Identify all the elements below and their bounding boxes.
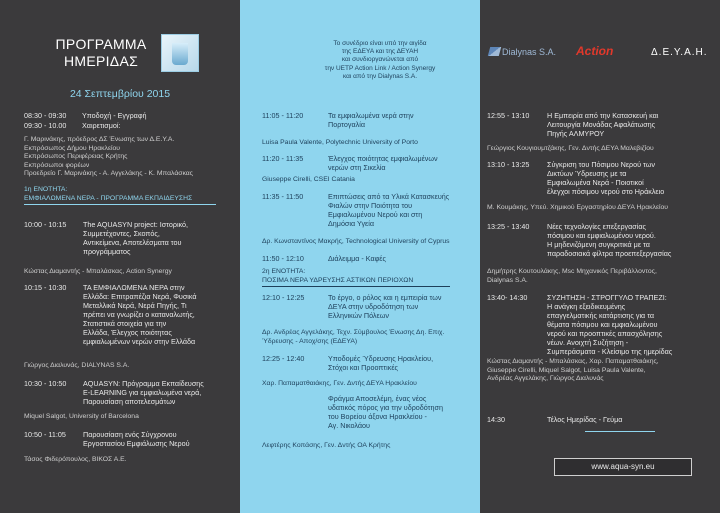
dialynas-logo: Dialynas S.A. bbox=[489, 47, 556, 57]
row-description: Υποδοχή - Εγγραφή bbox=[82, 111, 147, 120]
row-time: 10:00 - 10:15 bbox=[24, 220, 67, 229]
aquasyn-logo-icon bbox=[161, 34, 199, 72]
row-description: ΣΥΖΗΤΗΣΗ - ΣΤΡΟΓΓΥΛΟ ΤΡΑΠΕΖΙ: Η ανάγκη εξειδικευμένης επαγγελματικής κατάρτισης για τα θέματα πόσιμου και εμφιαλωμένου νερού και προοπτικές απασχόλησης νέων. Ανοιχτή Συζήτηση - Συμπεράσματα - Κλείσιμο της ημερίδας bbox=[547, 293, 673, 356]
row-time: 11:05 - 11:20 bbox=[262, 111, 304, 120]
section-heading-2 bbox=[262, 268, 476, 285]
speaker: Δημήτρης Κουτουλάκης, Msc Μηχανικός Περιβάλλοντος, Dialynas S.A. bbox=[487, 268, 657, 284]
row-time: 09:30 - 10.00 bbox=[24, 121, 67, 130]
speaker: Κώστας Διαμαντής - Μπαλάσκας, Action Synergy bbox=[24, 268, 172, 275]
speaker: Giuseppe Cirelli, CSEI Catania bbox=[262, 176, 355, 183]
row-description: ΤΑ ΕΜΦΙΑΛΩΜΕΝΑ ΝΕΡΑ στην Ελλάδα: Επιτραπέζια Νερά, Φυσικά Μεταλλικά Νερά, Νερά Πηγής, Τι πρέπει να γνωρίζει ο καταναλωτής, Στατιστικά στοιχεία για την Ελλάδα, Έλεγχος ποιότητας εμφιαλωμένων νερών στην Ελλάδα bbox=[83, 283, 197, 346]
greeting-item: Εκπρόσωποι φορέων bbox=[24, 161, 90, 169]
greeting-item: Εκπρόσωπος Περιφέρειας Κρήτης bbox=[24, 153, 128, 160]
website-link[interactable]: www.aqua-syn.eu bbox=[554, 458, 692, 476]
dialynas-mark-icon bbox=[488, 47, 501, 56]
speaker: Κώστας Διαμαντής - Μπαλάσκας, Χαρ. Παπαματθαιάκης, Giuseppe Cirelli, Miquel Salgot, Luisa Paula Valente, Ανδρέας Αγγελάκης, Γιώργος Διαλυνάς bbox=[487, 358, 659, 382]
section-heading-1 bbox=[24, 186, 238, 203]
row-description: Τα εμφιαλωμένα νερά στην Πορτογαλία bbox=[328, 111, 414, 129]
row-description: Το έργο, ο ρόλος και η εμπειρία των ΔΕΥΑ στην υδροδότηση των Ελληνικών Πόλεων bbox=[328, 293, 442, 320]
row-description: Τέλος Ημερίδας - Γεύμα bbox=[547, 415, 623, 424]
row-description: Έλεγχος ποιότητας εμφιαλωμένων νερών στη Σικελία bbox=[328, 154, 438, 172]
program-title bbox=[43, 36, 159, 70]
row-time: 13:25 - 13:40 bbox=[487, 222, 530, 231]
row-time: 13:10 - 13:25 bbox=[487, 160, 530, 169]
title-line-1: ΠΡΟΓΡΑΜΜΑ bbox=[55, 36, 147, 52]
greeting-item: Προεδρείο Γ. Μαρινάκης - Α. Αγγελάκης - Κ. Μπαλάσκας bbox=[24, 170, 193, 177]
row-description: Διάλειμμα - Καφές bbox=[328, 254, 386, 263]
speaker: Luisa Paula Valente, Polytechnic University of Porto bbox=[262, 139, 418, 146]
middle-column bbox=[240, 0, 480, 513]
row-time: 12:55 - 13:10 bbox=[487, 111, 530, 120]
row-description: Παρουσίαση ενός Σύγχρονου Εργοστασίου Εμφιάλωσης Νερού bbox=[83, 430, 190, 448]
section-title: ΕΜΦΙΑΛΩΜΕΝΑ ΝΕΡΑ - ΠΡΟΓΡΑΜΜΑ ΕΚΠΑΙΔΕΥΣΗΣ bbox=[24, 194, 193, 202]
speaker: Δρ. Ανδρέας Αγγελάκης, Τεχν. Σύμβουλος Ένωσης Δη. Επιχ. Ύδρευσης - Αποχ/σης (ΕΔΕΥΑ) bbox=[262, 329, 445, 345]
row-description: The AQUASYN project: Ιστορικό, Συμμετέχοντες, Σκοπός, Αντικείμενα, Αποτελέσματα του προγράμματος bbox=[83, 220, 189, 256]
speaker: Τάσος Φιδερόπουλος, ΒΙΚΟΣ Α.Ε. bbox=[24, 456, 127, 463]
row-time: 11:20 - 11:35 bbox=[262, 154, 304, 163]
section-number: 1η ΕΝΟΤΗΤΑ: bbox=[24, 186, 68, 193]
left-column bbox=[0, 0, 240, 513]
row-time: 13:40- 14:30 bbox=[487, 293, 528, 302]
deyah-logo: Δ.Ε.Υ.Α.Η. bbox=[651, 47, 708, 58]
row-time: 10:15 - 10:30 bbox=[24, 283, 67, 292]
row-time: 10:30 - 10:50 bbox=[24, 379, 67, 388]
section-divider bbox=[262, 286, 450, 287]
greetings-list bbox=[24, 136, 238, 179]
row-time: 08:30 - 09:30 bbox=[24, 111, 67, 120]
row-description: Νέες τεχνολογίες επεξεργασίας πόσιμου και εμφιαλωμένου νερού. Η μηδενιζόμενη συγκριτικά με τα παραδοσιακά φίλτρα προεπεξεργασίας bbox=[547, 222, 672, 258]
row-time: 11:35 - 11:50 bbox=[262, 192, 304, 201]
speaker: Μ. Κουμάκης, Υπεύ. Χημικού Εργαστηρίου ΔΕΥΑ Ηρακλείου bbox=[487, 204, 668, 211]
row-description: Σύγκριση του Πόσιμου Νερού των Δικτύων Ύδρευσης με τα Εμφιαλωμένα Νερά - Ποιοτικοί έλεγχοι πόσιμου νερού στο Ηράκλειο bbox=[547, 160, 665, 196]
section-divider bbox=[24, 204, 216, 205]
row-time: 12:25 - 12:40 bbox=[262, 354, 305, 363]
greeting-item: Γ. Μαρινάκης, πρόεδρος ΔΣ Ένωσης των Δ.Ε.Υ.Α. bbox=[24, 136, 175, 143]
row-time: 14:30 bbox=[487, 415, 505, 424]
speaker: Γεώργιος Κουγιουμτζάκης, Γεν. Δντής ΔΕΥΑ Μαλεβιζίου bbox=[487, 145, 654, 152]
event-date: 24 Σεπτεμβρίου 2015 bbox=[69, 88, 171, 100]
row-time: 10:50 - 11:05 bbox=[24, 430, 66, 439]
row-description: Επιπτώσεις από τα Υλικά Κατασκευής Φιαλών στην Ποιότητα του Εμφιαλωμένου Νερού και στη Δημόσια Υγεία bbox=[328, 192, 450, 228]
row-description: Η Εμπειρία από την Κατασκευή και Λειτουργία Μονάδας Αφαλάτωσης Πηγής ΑΛΜΥΡΟΥ bbox=[547, 111, 659, 138]
section-title: ΠΟΣΙΜΑ ΝΕΡΑ ΥΔΡΕΥΣΗΣ ΑΣΤΙΚΩΝ ΠΕΡΙΟΧΩΝ bbox=[262, 276, 414, 284]
closing-divider bbox=[585, 431, 655, 432]
row-time: 11:50 - 12:10 bbox=[262, 254, 304, 263]
row-description: Χαιρετισμοί: bbox=[82, 121, 121, 130]
row-description: Φράγμα Αποσελέμη, ένας νέος υδατικός πόρος για την υδροδότηση του Βορείου άξονα Ηρακλείου - Αγ. Νικολάου bbox=[328, 394, 443, 430]
greeting-item: Εκπρόσωπος Δήμου Ηρακλείου bbox=[24, 144, 120, 152]
speaker: Δρ. Κωνσταντίνος Μακρής, Technological University of Cyprus bbox=[262, 238, 450, 245]
row-description: AQUASYN: Πρόγραμμα Εκπαίδευσης E-LEARNING για εμφιαλωμένα νερά, Παρουσίαση αποτελεσμάτων bbox=[83, 379, 204, 406]
row-time: 12:10 - 12:25 bbox=[262, 293, 305, 302]
speaker: Λεφτέρης Κοπάσης, Γεν. Δντής ΟΑ Κρήτης bbox=[262, 442, 391, 449]
title-line-2: ΗΜΕΡΙΔΑΣ bbox=[63, 53, 139, 69]
speaker: Χαρ. Παπαματθαιάκης, Γεν. Δντής ΔΕΥΑ Ηρακλείου bbox=[262, 380, 417, 387]
section-number: 2η ΕΝΟΤΗΤΑ: bbox=[262, 268, 306, 275]
row-description: Υποδομές Ύδρευσης Ηρακλείου, Στόχοι και Προοπτικές bbox=[328, 354, 434, 372]
speaker: Γιώργος Διαλυνάς, DIALYNAS S.A. bbox=[24, 362, 130, 369]
organizers-note: Το συνέδριο είναι υπό την αιγίδα της ΕΔΕΥΑ και της ΔΕΥΑΗ και συνδιοργανώνεται από την UETP Action Link / Action Synergy και από την Dialynas S.A. bbox=[324, 40, 436, 80]
speaker: Miquel Salgot, University of Barcelona bbox=[24, 413, 139, 420]
action-logo: Action bbox=[576, 44, 614, 58]
right-column bbox=[480, 0, 720, 513]
